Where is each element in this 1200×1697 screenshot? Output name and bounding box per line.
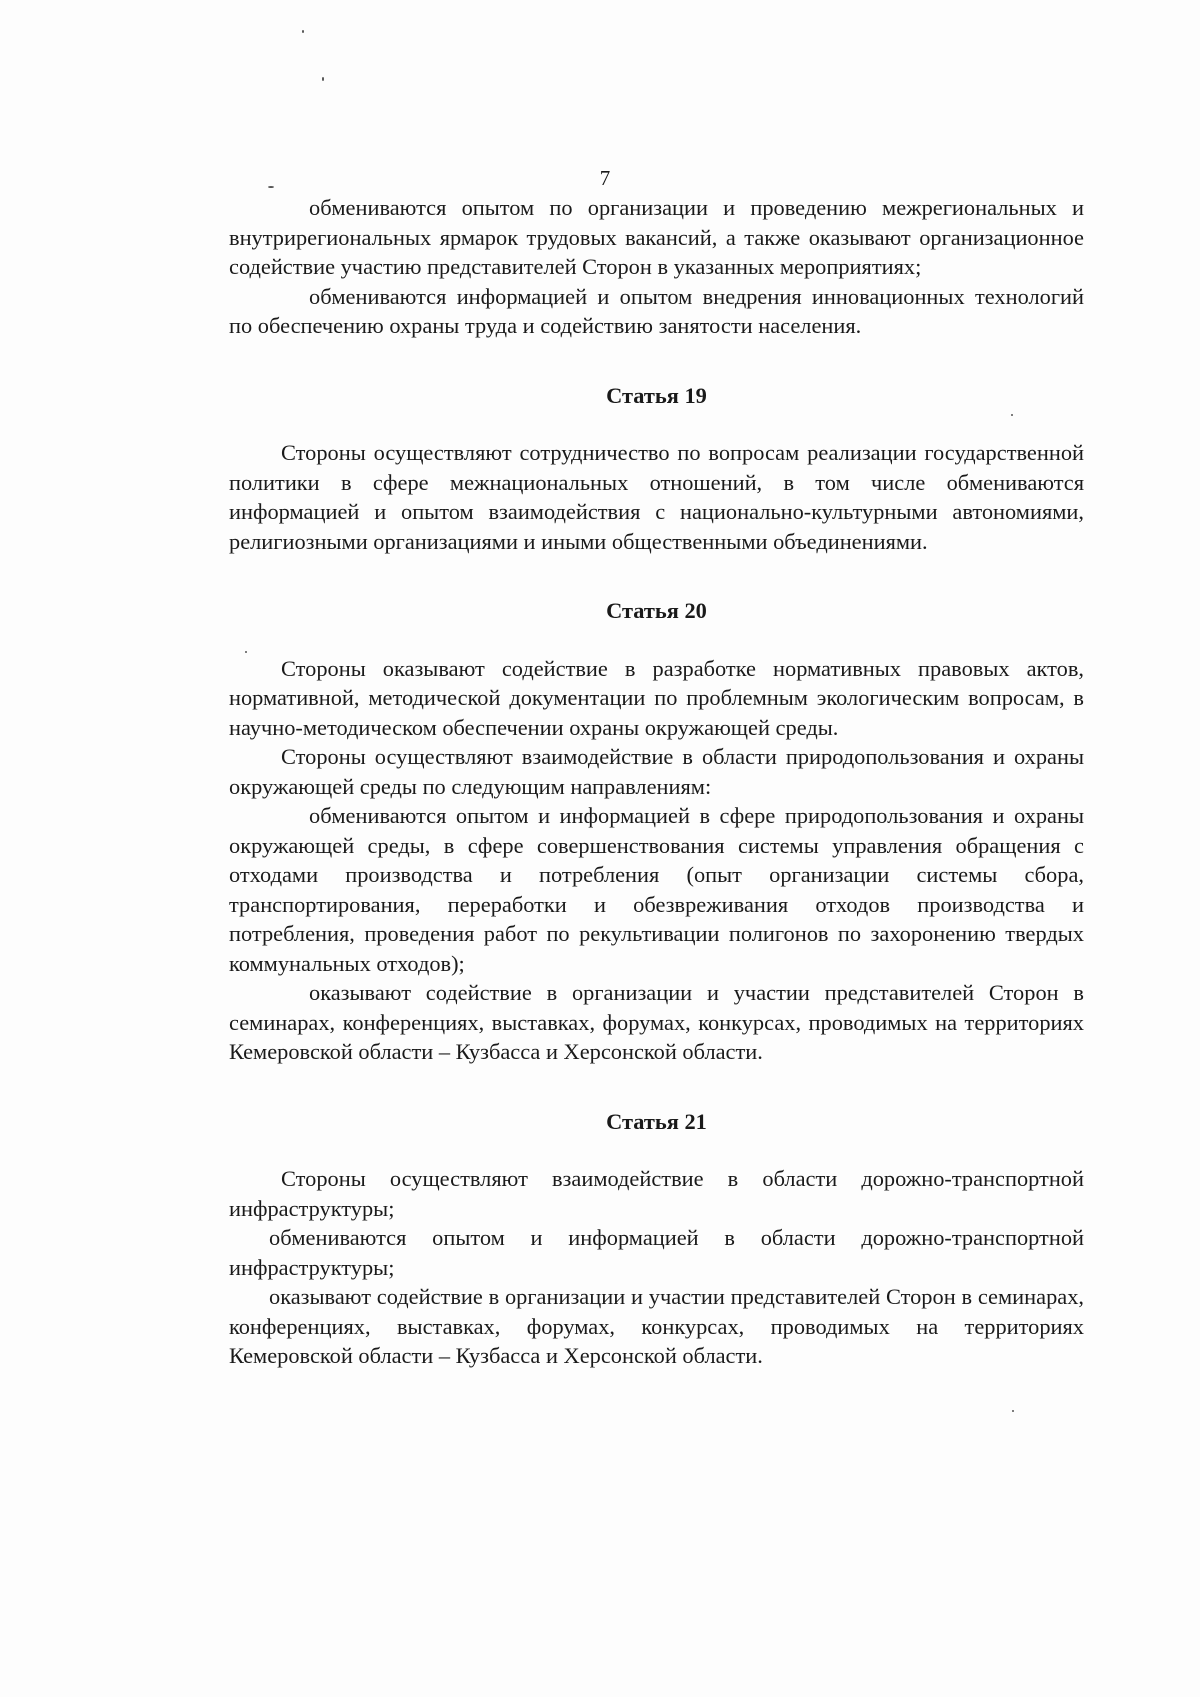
spacer [229,1067,1084,1107]
paragraph: Стороны осуществляют сотрудничество по вопросам реализации государственной политики в сфере межнациональных отношений, в том числе обмениваются информацией и опытом взаимодействия с национально-культурными автономиями, религиозными организациями и иными общественными объединениями. [229,440,1084,554]
spacer [229,556,1084,596]
spacer [229,410,1084,438]
scan-speck [302,30,304,33]
paragraph: обмениваются опытом и информацией в сфере природопользования и охраны окружающей среды, в сфере совершенствования системы управления обращения с отходами производства и потребления (опыт организации системы сбора, транспортирования, переработки и обезвреживания отходов производства и потребления, проведения работ по рекультивации полигонов по захоронению твердых коммунальных отходов); [229,803,1084,976]
paragraph: обмениваются информацией и опытом внедрения инновационных технологий по обеспечению охраны труда и содействию занятости населения. [229,283,1084,338]
scan-speck [1012,1410,1014,1412]
paragraph: оказывают содействие в организации и участии представителей Сторон в семинарах, конференциях, выставках, форумах, конкурсах, проводимых на территориях Кемеровской области – Кузбасса и Херсонской области. [229,1284,1084,1368]
paragraph: оказывают содействие в организации и участии представителей Сторон в семинарах, конференциях, выставках, форумах, конкурсах, проводимых на территориях Кемеровской области – Кузбасса и Херсонской области. [229,980,1084,1064]
spacer [229,1136,1084,1164]
paragraph: Стороны оказывают содействие в разработке нормативных правовых актов, нормативной, методической документации по проблемным экологическим вопросам, в научно-методическом обеспечении охраны окружающей среды. [229,655,1084,740]
spacer [229,626,1084,654]
page-number: 7 [599,166,611,190]
paragraph: обмениваются опытом и информацией в области дорожно-транспортной инфраструктуры; [229,1225,1084,1280]
article-heading: Статья 20 [606,598,707,623]
scan-speck [322,77,324,81]
document-body [229,193,1084,1371]
spacer [229,341,1084,381]
paragraph: обмениваются опытом по организации и проведению межрегиональных и внутрирегиональных ярмарок трудовых вакансий, а также оказывают организационное содействие участию представителей Сторон в указанных мероприятиях; [229,195,1084,279]
article-heading: Статья 21 [606,1108,707,1134]
paragraph: Стороны осуществляют взаимодействие в области дорожно-транспортной инфраструктуры; [229,1166,1084,1221]
article-heading: Статья 19 [606,382,707,408]
paragraph: Стороны осуществляют взаимодействие в области природопользования и охраны окружающей среды по следующим направлениям: [229,744,1084,799]
